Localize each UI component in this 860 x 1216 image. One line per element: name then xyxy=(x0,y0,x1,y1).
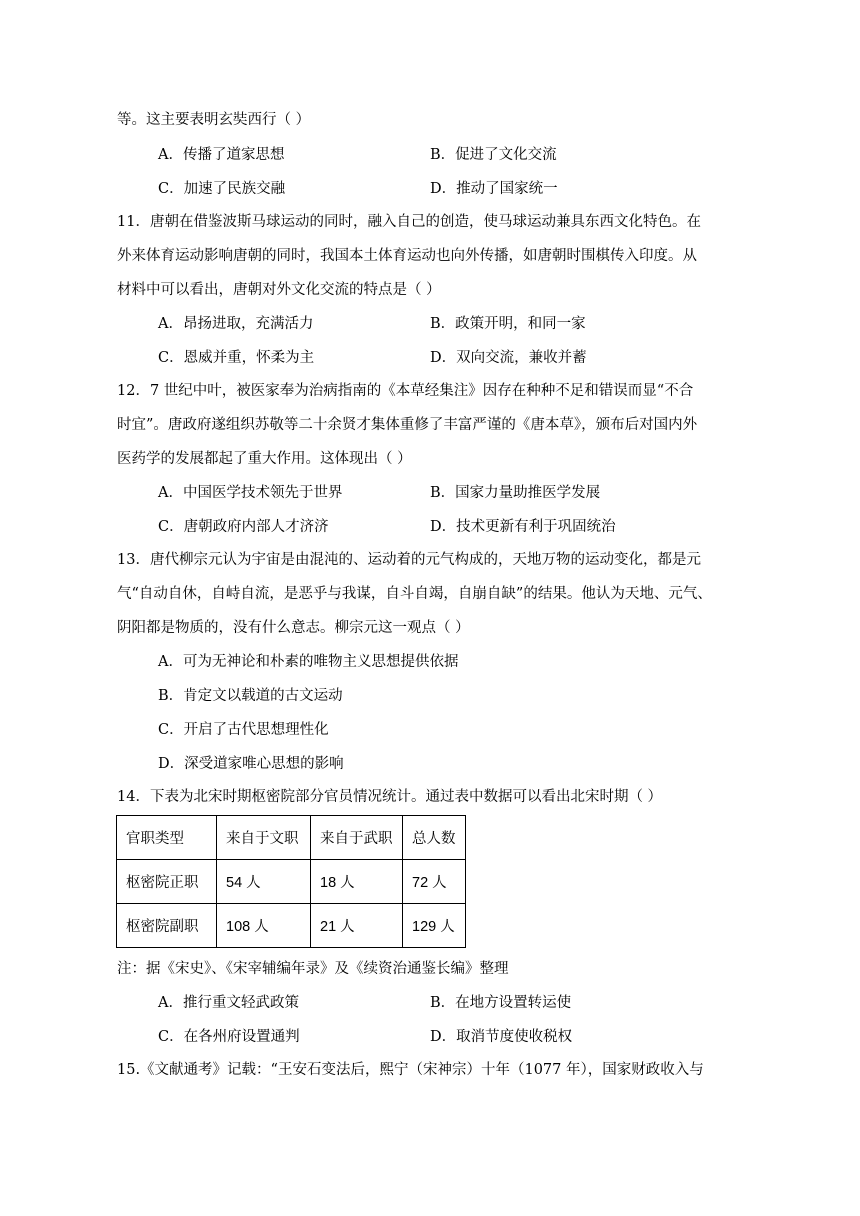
question-14-line-1: 14．下表为北宋时期枢密院部分官员情况统计。通过表中数据可以看出北宋时期（ ） xyxy=(117,789,663,805)
table-cell: 18 人 xyxy=(311,860,403,904)
question-13-line-2: 气“自动自休，自峙自流，是恶乎与我谋，自斗自竭，自崩自缺”的结果。他认为天地、元气、 xyxy=(117,586,712,602)
q10-option-c: C．加速了民族交融 xyxy=(158,181,286,197)
table-header-row xyxy=(117,816,466,860)
question-12-line-1: 12．7 世纪中叶，被医家奉为治病指南的《本草经集注》因存在种种不足和错误而显“不合 xyxy=(117,383,694,399)
table-cell: 108 人 xyxy=(217,904,311,948)
table-cell: 54 人 xyxy=(217,860,311,904)
q12-option-b: B．国家力量助推医学发展 xyxy=(430,485,601,501)
table-header-cell: 来自于文职 xyxy=(217,816,311,860)
q11-option-a: A．昂扬进取，充满活力 xyxy=(158,316,314,332)
question-13-line-3: 阴阳都是物质的，没有什么意志。柳宗元这一观点（ ） xyxy=(117,620,470,636)
q14-option-b: B．在地方设置转运使 xyxy=(430,995,572,1011)
question-10-stem-end: 等。这主要表明玄奘西行（ ） xyxy=(117,112,311,128)
question-12-line-3: 医药学的发展都起了重大作用。这体现出（ ） xyxy=(117,451,412,467)
table-header-cell: 总人数 xyxy=(403,816,466,860)
table-row xyxy=(117,860,466,904)
question-12-line-2: 时宜”。唐政府遂组织苏敬等二十余贤才集体重修了丰富严谨的《唐本草》，颁布后对国内外 xyxy=(117,417,698,433)
question-11-line-2: 外来体育运动影响唐朝的同时，我国本土体育运动也向外传播，如唐朝时围棋传入印度。从 xyxy=(117,248,697,264)
q11-option-d: D．双向交流，兼收并蓄 xyxy=(430,350,587,366)
table-cell: 72 人 xyxy=(403,860,466,904)
table-cell: 枢密院正职 xyxy=(117,860,217,904)
q12-option-c: C．唐朝政府内部人才济济 xyxy=(158,519,329,535)
question-13-line-1: 13．唐代柳宗元认为宇宙是由混沌的、运动着的元气构成的，天地万物的运动变化，都是元 xyxy=(117,552,701,568)
q13-option-b: B．肯定文以载道的古文运动 xyxy=(158,688,343,704)
q14-option-a: A．推行重文轻武政策 xyxy=(158,995,299,1011)
q12-option-a: A．中国医学技术领先于世界 xyxy=(158,485,343,501)
question-11-line-3: 材料中可以看出，唐朝对外文化交流的特点是（ ） xyxy=(117,282,441,298)
table-cell: 129 人 xyxy=(403,904,466,948)
q14-option-c: C．在各州府设置通判 xyxy=(158,1029,300,1045)
q10-option-d: D．推动了国家统一 xyxy=(430,181,558,197)
table-cell: 21 人 xyxy=(311,904,403,948)
table-row xyxy=(117,904,466,948)
q11-option-c: C．恩威并重，怀柔为主 xyxy=(158,350,315,366)
q10-option-a: A．传播了道家思想 xyxy=(158,147,285,163)
q13-option-c: C．开启了古代思想理性化 xyxy=(158,722,329,738)
q10-option-b: B．促进了文化交流 xyxy=(430,147,557,163)
table-header-cell: 官职类型 xyxy=(117,816,217,860)
officials-table xyxy=(116,815,466,948)
question-11-line-1: 11．唐朝在借鉴波斯马球运动的同时，融入自己的创造，使马球运动兼具东西文化特色。在 xyxy=(117,214,701,230)
table-cell: 枢密院副职 xyxy=(117,904,217,948)
q11-option-b: B．政策开明，和同一家 xyxy=(430,316,586,332)
table-header-cell: 来自于武职 xyxy=(311,816,403,860)
question-15-line-1: 15.《文献通考》记载：“王安石变法后，熙宁（宋神宗）十年（1077 年），国家财政收入与 xyxy=(117,1062,704,1078)
q13-option-d: D．深受道家唯心思想的影响 xyxy=(158,756,344,772)
q12-option-d: D．技术更新有利于巩固统治 xyxy=(430,519,616,535)
q14-option-d: D．取消节度使收税权 xyxy=(430,1029,573,1045)
table-note: 注：据《宋史》、《宋宰辅编年录》及《续资治通鉴长编》整理 xyxy=(117,961,509,977)
q13-option-a: A．可为无神论和朴素的唯物主义思想提供依据 xyxy=(158,654,459,670)
